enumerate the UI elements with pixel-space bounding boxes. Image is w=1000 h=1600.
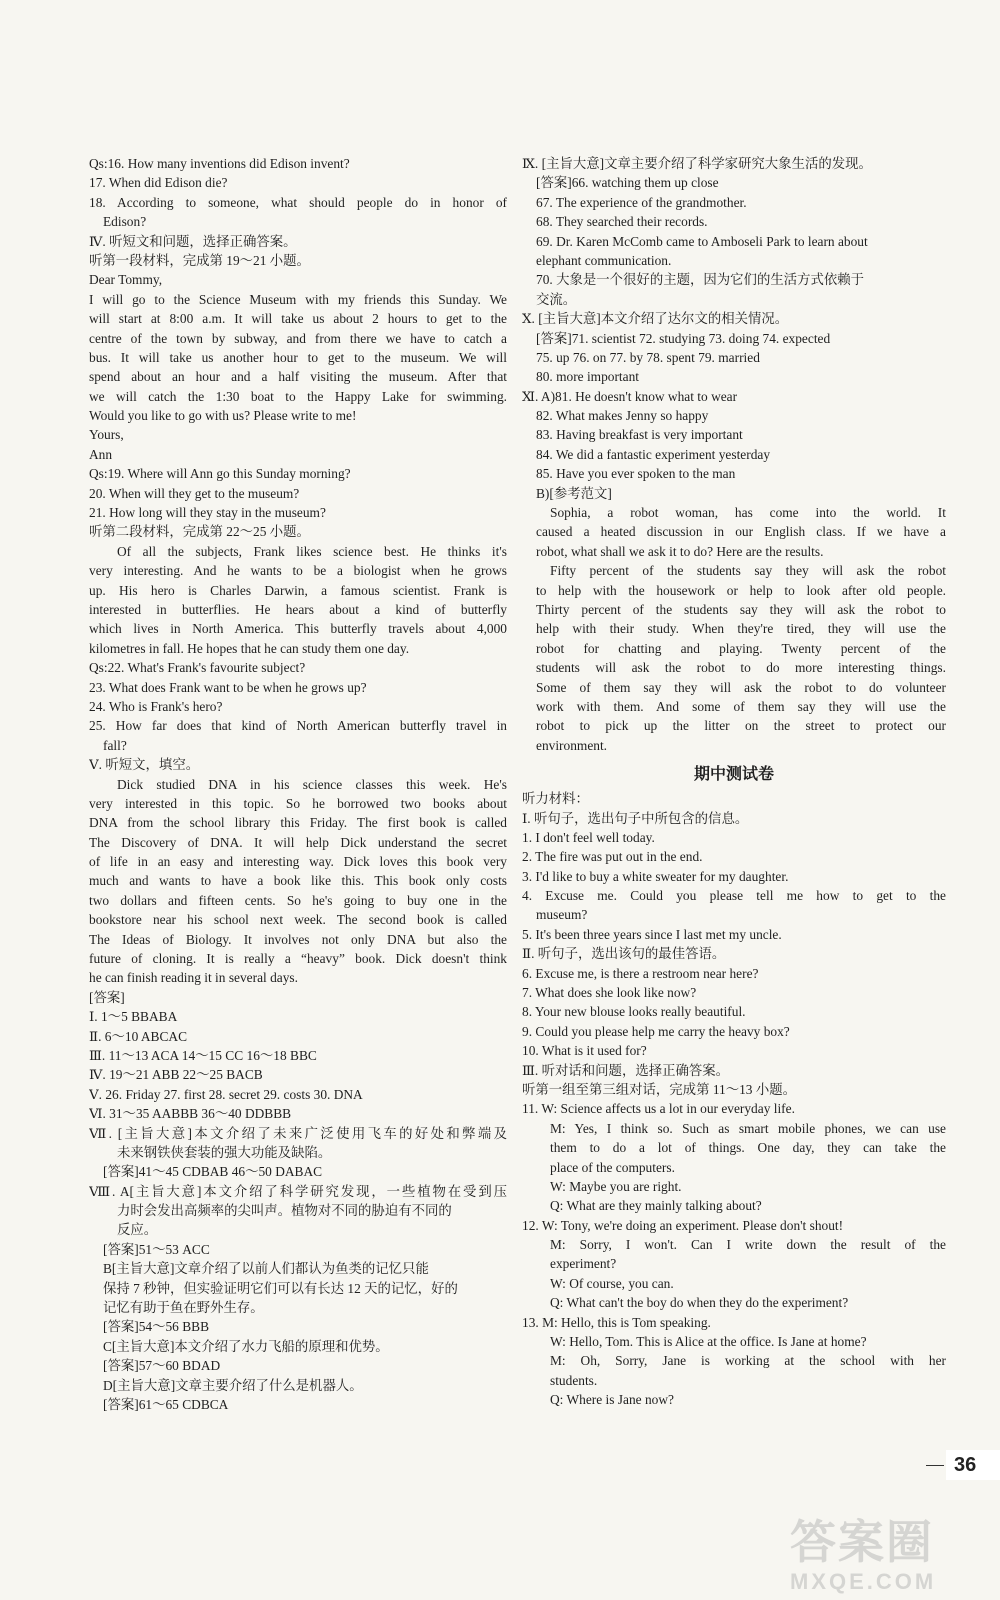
text-line: 1. I don't feel well today. [522,829,655,845]
text-line: Ⅴ. 26. Friday 27. first 28. secret 29. costs 30. DNA [89,1086,363,1102]
text-line: Ⅳ. 19～21 ABB 22～25 BACB [89,1067,263,1083]
text-line: 69. Dr. Karen McComb came to Amboseli Park to learn about [536,233,868,249]
text-line: caused a heated discussion in our English class. If we have a [536,524,946,540]
text-line: Ⅺ. A)81. He doesn't know what to wear [522,388,738,404]
watermark-top-text: 答案圈 [790,1515,934,1569]
text-line: Ⅷ. A[主旨大意]本文介绍了科学研究发现，一些植物在受到压 [89,1183,507,1199]
text-line: C[主旨大意]本文介绍了水力飞船的原理和优势。 [103,1338,389,1354]
text-line: 18. According to someone, what should people do in honor of [89,194,507,210]
text-line: 21. How long will they stay in the museum? [89,505,326,521]
text-line: Dick studied DNA in his science classes this week. He's [117,776,507,792]
text-line: 12. W: Tony, we're doing an experiment. Please don't shout! [522,1217,844,1233]
text-line: DNA from the school library this Friday. The first book is called [89,815,507,831]
text-line: spend about an hour and a half visiting the museum. After that [89,369,507,385]
text-line: Q: Where is Jane now? [550,1392,674,1408]
text-line: will start at 8:00 a.m. It will take us about 2 hours to get to the [89,311,507,327]
text-line: [答案]51～53 ACC [103,1241,210,1257]
text-line: The Discovery of DNA. It will help Dick understand the secret [89,834,507,850]
text-line: 听第二段材料，完成第 22～25 小题。 [89,524,310,540]
text-line: 23. What does Frank want to be when he grows up? [89,679,367,695]
text-line: Ⅸ. [主旨大意]文章主要介绍了科学家研究大象生活的发现。 [522,156,872,171]
text-line: D[主旨大意]文章主要介绍了什么是机器人。 [103,1377,363,1393]
text-line: Ⅱ. 6～10 ABCAC [89,1028,188,1044]
text-line: future of cloning. It is really a “heavy” book. Dick doesn't think [89,951,507,967]
text-line: centre of the town by subway, and from there we have to catch a [89,330,507,346]
text-line: 未来钢铁侠套装的强大功能及缺陷。 [117,1144,332,1160]
left-column [89,154,507,1414]
text-line: The Ideas of Biology. It involves not only DNA but also the [89,931,507,947]
text-line: interested in butterflies. He hears about a kind of butterfly [89,601,507,617]
text-line: students. [550,1372,598,1388]
text-line: 力时会发出高频率的尖叫声。植物对不同的胁迫有不同的 [117,1203,452,1219]
text-line: M: Oh, Sorry, Jane is working at the school with her [550,1353,946,1369]
text-line: Edison? [103,214,147,230]
text-line: 交流。 [536,291,577,307]
text-line: museum? [536,907,588,923]
text-line: 9. Could you please help me carry the heavy box? [522,1023,790,1039]
text-line: very interested in this topic. So he borrowed two books about [89,795,507,811]
text-line: W: Hello, Tom. This is Alice at the office. Is Jane at home? [550,1334,867,1350]
text-line: of life in an easy and interesting way. Dick loves this book very [89,854,507,870]
text-line: bus. It will take us another hour to get to the museum. We will [89,349,507,365]
text-line: Ⅶ. [主旨大意]本文介绍了未来广泛使用飞车的好处和弊端及 [89,1125,507,1141]
text-line: 5. It's been three years since I last met my uncle. [522,926,782,942]
text-line: [答案]57～60 BDAD [103,1358,221,1374]
text-line: 84. We did a fantastic experiment yesterday [536,446,771,462]
text-line: 7. What does she look like now? [522,985,697,1001]
text-line: Qs:22. What's Frank's favourite subject? [89,660,306,676]
text-line: very interesting. And he wants to be a biologist when he grows [89,563,507,579]
text-line: Q: What are they mainly talking about? [550,1198,762,1214]
text-line: 70. 大象是一个很好的主题，因为它们的生活方式依赖于 [536,272,865,288]
text-line: M: Yes, I think so. Such as smart mobile phones, we can use [550,1120,946,1136]
text-line: 3. I'd like to buy a white sweater for my daughter. [522,868,789,884]
text-line: Qs:16. How many inventions did Edison invent? [89,156,350,171]
text-line: 25. How far does that kind of North American butterfly travel in [89,718,507,734]
text-line: Fifty percent of the students say they will ask the robot [550,563,946,579]
text-line: Ann [89,446,113,462]
text-line: 4. Excuse me. Could you please tell me how to get to the [522,888,946,904]
right-column [522,154,946,1410]
text-line: Sophia, a robot woman, has come into the world. It [550,505,946,521]
text-line: 听力材料： [522,791,589,807]
text-line: robot for chatting and playing. Twenty percent of the [536,640,946,656]
text-line: 67. The experience of the grandmother. [536,194,747,210]
text-line: Ⅹ. [主旨大意]本文介绍了达尔文的相关情况。 [522,311,789,327]
text-line: I will go to the Science Museum with my friends this Sunday. We [89,291,507,307]
text-line: 2. The fire was put out in the end. [522,849,703,865]
text-line: environment. [536,737,608,753]
text-line: 听第一段材料，完成第 19～21 小题。 [89,252,310,268]
text-line: Ⅰ. 1～5 BBABA [89,1009,178,1025]
text-line: B)[参考范文] [536,485,612,501]
text-line: bookstore near his school next week. The second book is called [89,912,507,928]
text-line: to help with the housework or help to look after old people. [536,582,946,598]
watermark-url-text: MXQE.COM [790,1569,937,1594]
text-line: 75. up 76. on 77. by 78. spent 79. married [536,349,760,365]
text-line: Ⅴ. 听短文，填空。 [89,757,200,773]
text-line: fall? [103,737,127,753]
text-line: [答案]41～45 CDBAB 46～50 DABAC [103,1164,323,1180]
text-line: 8. Your new blouse looks really beautiful. [522,1004,746,1020]
page-number: 36 [946,1450,1000,1480]
text-line: two dollars and fifteen cents. So he's going to buy one in the [89,892,507,908]
text-line: 保持 7 秒钟，但实验证明它们可以有长达 12 天的记忆，好的 [103,1280,458,1296]
text-line: Ⅵ. 31～35 AABBB 36～40 DDBBB [89,1106,292,1122]
text-line: 听第一组至第三组对话，完成第 11～13 小题。 [522,1081,797,1097]
text-line: help with their study. When they're tired, they will use the [536,621,946,637]
text-line: up. His hero is Charles Darwin, a famous scientist. Frank is [89,582,507,598]
text-line: 11. W: Science affects us a lot in our everyday life. [522,1101,795,1117]
text-line: Thirty percent of the students say they will ask the robot to [536,601,946,617]
text-line: Ⅲ. 听对话和问题，选择正确答案。 [522,1062,730,1078]
text-line: 24. Who is Frank's hero? [89,698,223,714]
text-line: [答案]66. watching them up close [536,175,719,191]
text-line: Qs:19. Where will Ann go this Sunday morning? [89,466,351,482]
text-line: 83. Having breakfast is very important [536,427,743,443]
text-line: W: Of course, you can. [550,1275,674,1291]
text-line: Q: What can't the boy do when they do the experiment? [550,1295,849,1311]
text-line: them to do a lot of things. One day, they can take the [550,1140,946,1156]
watermark-logo [790,1514,980,1594]
text-line: 反应。 [117,1222,158,1238]
text-line: experiment? [550,1256,617,1272]
text-line: robot, what shall we ask it to do? Here are the results. [536,543,824,559]
text-line: Ⅲ. 11～13 ACA 14～15 CC 16～18 BBC [89,1047,317,1063]
text-line: 20. When will they get to the museum? [89,485,300,501]
section-title: 期中测试卷 [693,766,774,784]
text-line: B[主旨大意]文章介绍了以前人们都认为鱼类的记忆只能 [103,1261,429,1277]
text-line: Some of them say they will ask the robot to do volunteer [536,679,946,695]
text-line: [答案]61～65 CDBCA [103,1397,229,1412]
text-line: 85. Have you ever spoken to the man [536,466,736,482]
text-line: M: Sorry, I won't. Can I write down the result of the [550,1237,946,1253]
text-line: kilometres in fall. He hopes that he can study them one day. [89,640,410,656]
text-line: Ⅳ. 听短文和问题，选择正确答案。 [89,233,297,249]
text-line: 6. Excuse me, is there a restroom near here? [522,965,759,981]
text-line: which lives in North America. This butterfly travels about 4,000 [89,621,507,637]
text-line: 17. When did Edison die? [89,175,228,191]
text-line: Of all the subjects, Frank likes science best. He thinks it's [117,543,507,559]
text-line: 记忆有助于鱼在野外生存。 [103,1300,264,1316]
text-line: work with them. And some of them say they will use the [536,698,946,714]
text-line: we will catch the 1:30 boat to the Happy Lake for swimming. [89,388,507,404]
text-line: 80. more important [536,369,640,385]
text-line: [答案]71. scientist 72. studying 73. doing 74. expected [536,330,831,346]
text-line: he can finish reading it in several days. [89,970,298,986]
text-line: [答案] [89,989,125,1005]
text-line: Ⅱ. 听句子，选出该句的最佳答语。 [522,946,726,962]
text-line: Dear Tommy, [89,272,163,288]
text-line: 13. M: Hello, this is Tom speaking. [522,1314,711,1330]
text-line: students will ask the robot to do more interesting things. [536,660,946,676]
text-line: elephant communication. [536,252,672,268]
text-line: robot to pick up the litter on the street to protect our [536,718,946,734]
text-line: 82. What makes Jenny so happy [536,408,709,424]
text-line: much and wants to have a book like this. This book only costs [89,873,507,889]
text-line: Ⅰ. 听句子，选出句子中所包含的信息。 [522,810,749,826]
text-line: place of the computers. [550,1159,675,1175]
text-line: Would you like to go with us? Please write to me! [89,408,357,424]
text-line: W: Maybe you are right. [550,1178,682,1194]
text-line: 68. They searched their records. [536,214,708,230]
text-line: 10. What is it used for? [522,1043,647,1059]
text-line: Yours, [89,427,124,443]
text-line: [答案]54～56 BBB [103,1319,210,1335]
